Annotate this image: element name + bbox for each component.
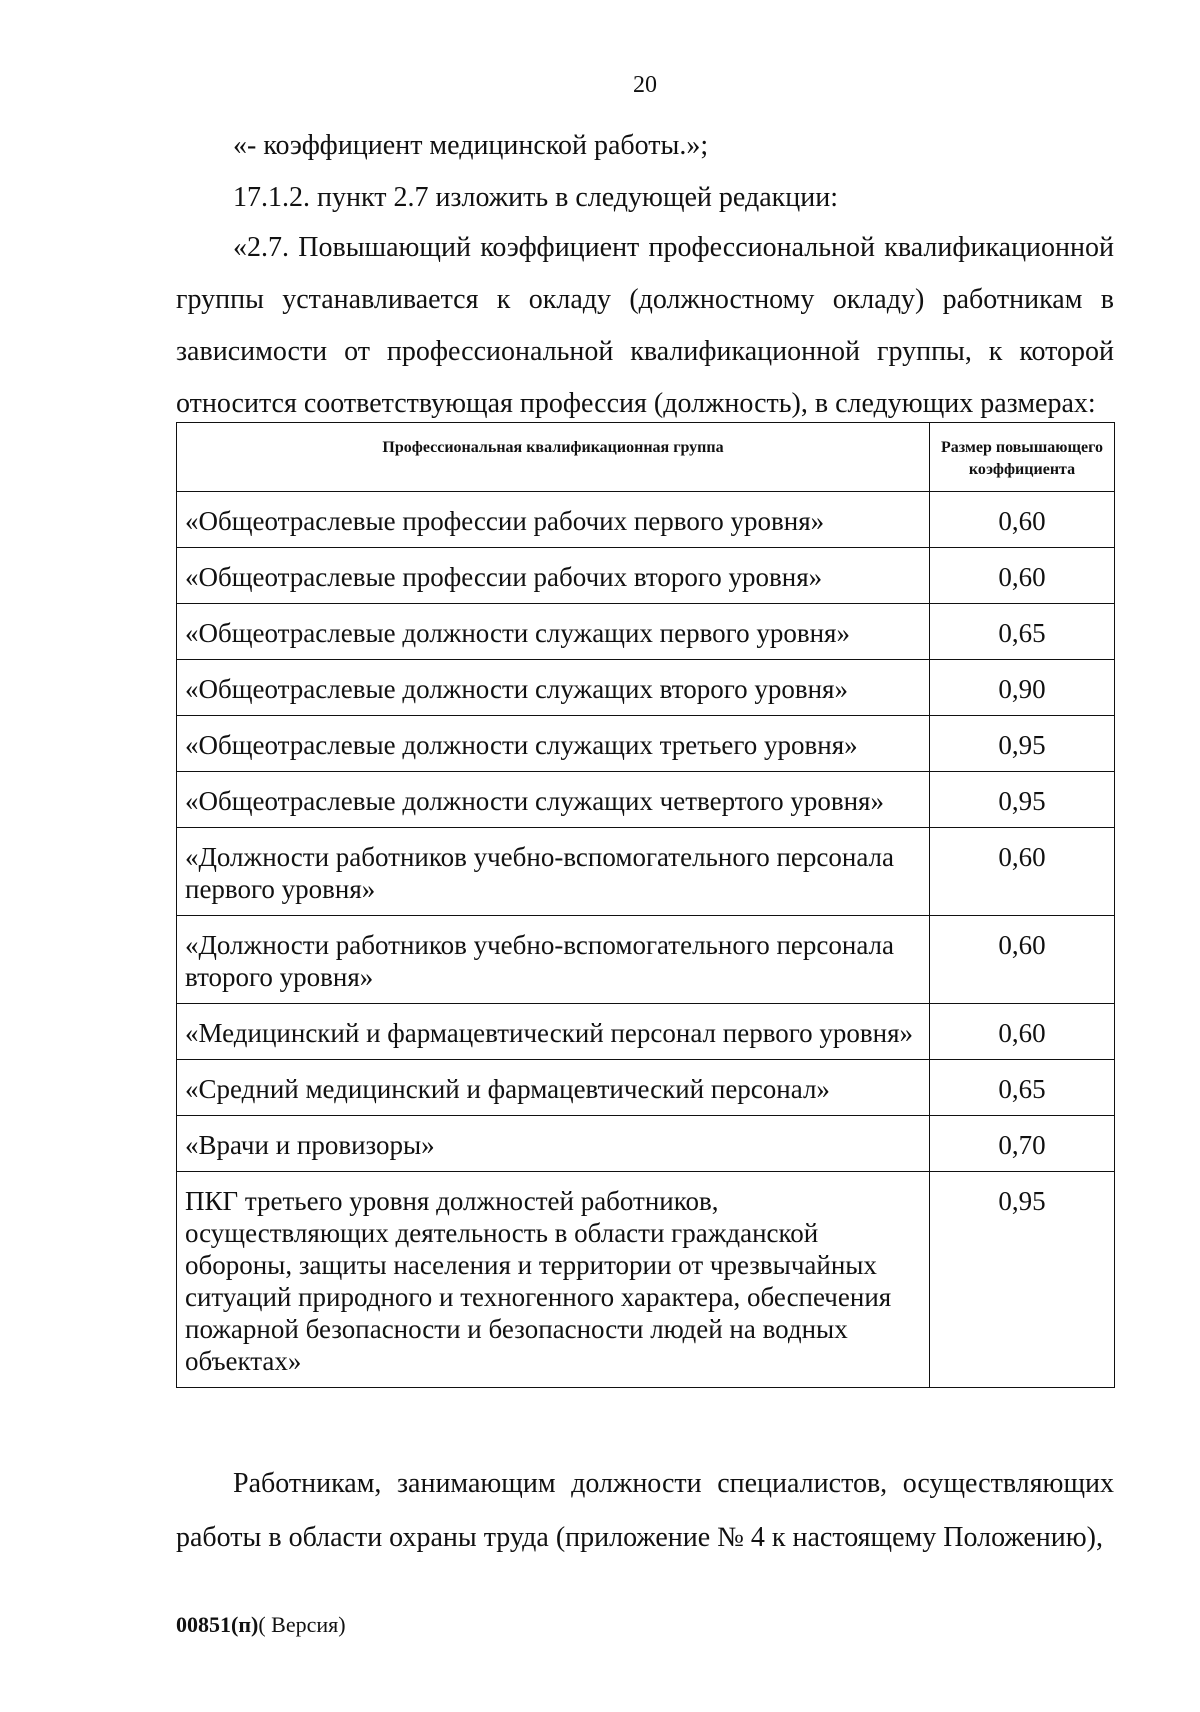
row-coefficient-value: 0,65 (930, 604, 1115, 660)
row-group-name: «Медицинский и фармацевтический персонал первого уровня» (177, 1004, 930, 1060)
paragraph-labor-protection: Работникам, занимающим должности специалистов, осуществляющих работы в области охраны труда (приложение № 4 к настоящему Положению), (176, 1468, 1114, 1553)
table-row (177, 492, 1115, 548)
table-row (177, 1116, 1115, 1172)
paragraph-coefficient-medical: «- коэффициент медицинской работы.»; (233, 130, 709, 161)
row-coefficient-value: 0,65 (930, 1060, 1115, 1116)
row-coefficient-value: 0,90 (930, 660, 1115, 716)
row-coefficient-value: 0,70 (930, 1116, 1115, 1172)
row-coefficient-value: 0,60 (930, 1004, 1115, 1060)
row-group-name: «Общеотраслевые должности служащих третьего уровня» (177, 716, 930, 772)
table-header-row (177, 423, 1115, 492)
table-row (177, 1172, 1115, 1388)
row-coefficient-value: 0,95 (930, 1172, 1115, 1388)
row-group-name: ПКГ третьего уровня должностей работников, осуществляющих деятельность в области гражданской обороны, защиты населения и территории от чрезвычайных ситуаций природного и техногенного характера, обеспечения пожарной безопасности и безопасности людей на водных объектах» (177, 1172, 930, 1388)
table-row (177, 772, 1115, 828)
table-row (177, 828, 1115, 916)
document-footer (176, 1612, 346, 1638)
row-group-name: «Общеотраслевые должности служащих второго уровня» (177, 660, 930, 716)
row-coefficient-value: 0,95 (930, 772, 1115, 828)
table-row (177, 1060, 1115, 1116)
row-coefficient-value: 0,60 (930, 828, 1115, 916)
row-coefficient-value: 0,60 (930, 492, 1115, 548)
table-row (177, 604, 1115, 660)
paragraph-item-2-7: «2.7. Повышающий коэффициент профессиональной квалификационной группы устанавливается к окладу (должностному окладу) работникам в зависимости от профессиональной квалификационной группы, к которой относится соответствующая профессия (должность), в следующих размерах: (176, 232, 1114, 419)
row-group-name: «Должности работников учебно-вспомогательного персонала второго уровня» (177, 916, 930, 1004)
table-row (177, 916, 1115, 1004)
coefficient-table (176, 422, 1115, 1388)
row-coefficient-value: 0,60 (930, 548, 1115, 604)
row-coefficient-value: 0,60 (930, 916, 1115, 1004)
header-group: Профессиональная квалификационная группа (177, 423, 930, 492)
row-group-name: «Должности работников учебно-вспомогательного персонала первого уровня» (177, 828, 930, 916)
table-row (177, 660, 1115, 716)
row-group-name: «Общеотраслевые профессии рабочих второго уровня» (177, 548, 930, 604)
table-row (177, 716, 1115, 772)
row-group-name: «Общеотраслевые должности служащих первого уровня» (177, 604, 930, 660)
page-number: 20 (633, 72, 657, 98)
row-coefficient-value: 0,95 (930, 716, 1115, 772)
document-version: ( Версия) (258, 1612, 346, 1637)
paragraph-item-17-1-2: 17.1.2. пункт 2.7 изложить в следующей редакции: (233, 182, 838, 213)
table-row (177, 548, 1115, 604)
table-row (177, 1004, 1115, 1060)
row-group-name: «Врачи и провизоры» (177, 1116, 930, 1172)
row-group-name: «Общеотраслевые профессии рабочих первого уровня» (177, 492, 930, 548)
header-coefficient: Размер повышающего коэффициента (930, 423, 1115, 492)
document-code: 00851(п) (176, 1612, 259, 1637)
row-group-name: «Общеотраслевые должности служащих четвертого уровня» (177, 772, 930, 828)
row-group-name: «Средний медицинский и фармацевтический персонал» (177, 1060, 930, 1116)
